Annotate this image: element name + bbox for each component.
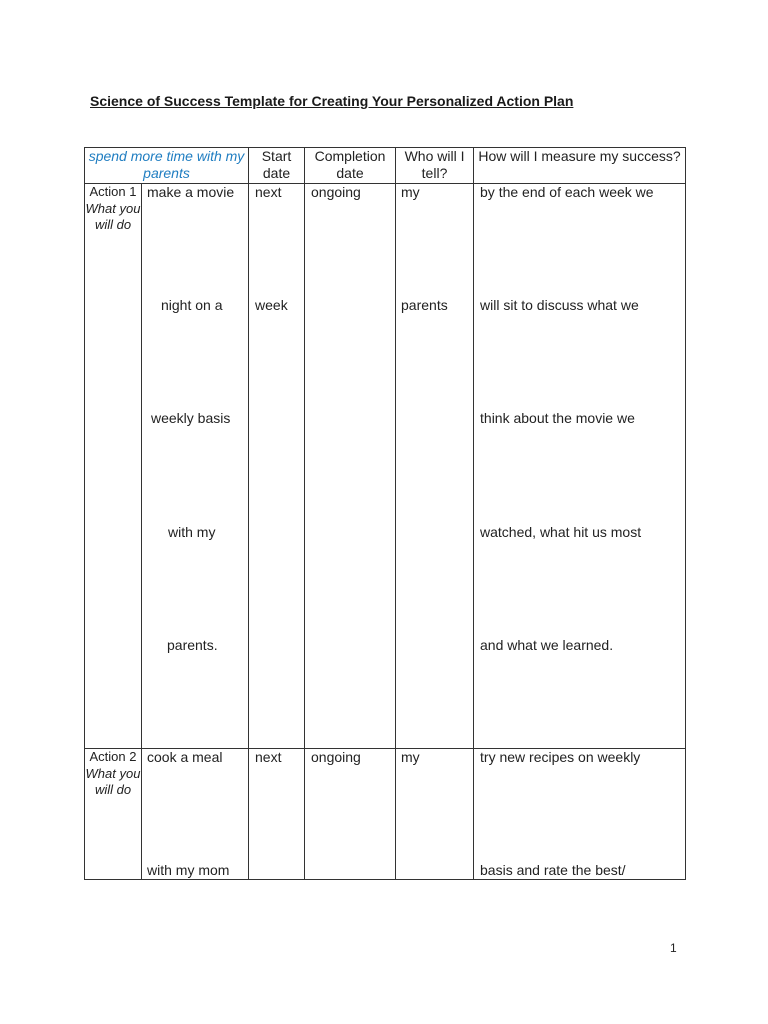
document-title: Science of Success Template for Creating Your Personalized Action Plan [90, 93, 574, 109]
action-1-row [85, 184, 686, 749]
action-2-measure [474, 749, 686, 880]
action-2-start-line: next [255, 749, 282, 765]
action-2-what-line: with my mom [147, 862, 230, 878]
action-1-what [142, 184, 249, 749]
goal-header: spend more time with my parents [85, 148, 249, 184]
who-will-i-tell-header: Who will I tell? [396, 148, 474, 184]
action-2-measure-line: try new recipes on weekly [480, 749, 641, 765]
action-1-measure-line: and what we learned. [480, 637, 614, 653]
measure-success-header: How will I measure my success? [474, 148, 686, 184]
action-1-who-line: my [401, 184, 420, 200]
action-2-completion [305, 749, 396, 880]
action-2-row [85, 749, 686, 880]
action-1-subtitle: What you will do [85, 200, 141, 232]
action-2-what-line: cook a meal [147, 749, 223, 765]
action-2-who-line: my [401, 749, 420, 765]
start-date-header: Start date [249, 148, 305, 184]
action-1-start-line: week [255, 297, 288, 313]
action-1-completion [305, 184, 396, 749]
action-1-completion-line: ongoing [311, 184, 361, 200]
action-1-what-line: parents. [167, 637, 218, 653]
table-header-row [85, 148, 686, 184]
action-2-completion-line: ongoing [311, 749, 361, 765]
action-2-who [396, 749, 474, 880]
action-1-measure-line: watched, what hit us most [480, 524, 642, 540]
action-1-start-line: next [255, 184, 282, 200]
action-1-what-line: make a movie [147, 184, 235, 200]
action-1-title: Action 1 [89, 184, 137, 199]
action-1-measure [474, 184, 686, 749]
action-1-measure-line: by the end of each week we [480, 184, 654, 200]
action-2-title: Action 2 [89, 749, 137, 764]
action-1-start [249, 184, 305, 749]
action-1-who [396, 184, 474, 749]
action-2-start [249, 749, 305, 880]
action-1-measure-line: will sit to discuss what we [480, 297, 639, 313]
action-2-what [142, 749, 249, 880]
action-2-measure-line: basis and rate the best/ [480, 862, 626, 878]
action-1-label [85, 184, 142, 749]
action-plan-table [84, 147, 686, 880]
completion-date-header: Completion date [305, 148, 396, 184]
action-1-what-line: with my [168, 524, 216, 540]
page-number: 1 [670, 941, 677, 955]
action-1-measure-line: think about the movie we [480, 410, 635, 426]
action-1-what-line: weekly basis [151, 410, 231, 426]
action-1-who-line: parents [401, 297, 448, 313]
action-2-subtitle: What you will do [85, 765, 141, 797]
action-1-what-line: night on a [161, 297, 223, 313]
action-2-label [85, 749, 142, 880]
